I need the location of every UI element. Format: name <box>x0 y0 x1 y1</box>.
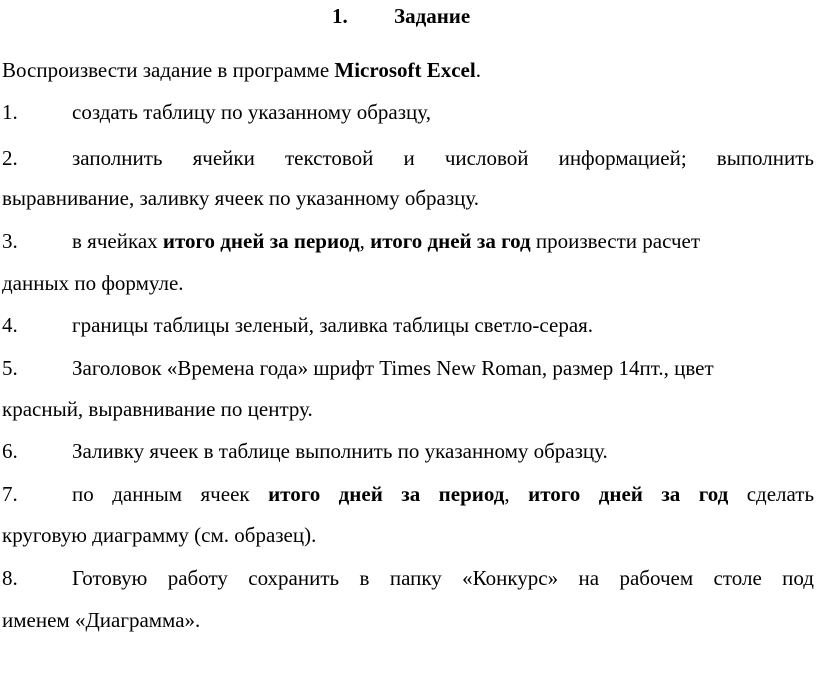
item-number: 8. <box>2 566 18 590</box>
item-text: в ячейках <box>72 229 163 253</box>
item-number: 5. <box>2 356 18 380</box>
heading-number: 1. <box>332 4 348 28</box>
list-item-2-continuation <box>2 184 814 212</box>
item-text: Заголовок «Времена года» шрифт Times New Roman, размер 14пт., цвет <box>72 356 714 380</box>
item-separator: , <box>359 229 371 253</box>
item-bold-term: итого дней за период <box>268 482 505 506</box>
item-text: создать таблицу по указанному образцу, <box>72 100 431 124</box>
item-number: 7. <box>2 482 18 506</box>
item-text: границы таблицы зеленый, заливка таблицы светло-серая. <box>72 313 594 337</box>
item-text: по данным ячеек <box>72 482 269 506</box>
section-heading <box>332 2 470 30</box>
list-item-3-continuation <box>2 269 814 297</box>
list-item-4 <box>2 311 814 339</box>
item-text: сделать <box>728 482 815 506</box>
item-text: круговую диаграмму (см. образец). <box>2 523 317 547</box>
item-number: 1. <box>2 100 18 124</box>
heading-title: Задание <box>394 4 471 28</box>
item-text: данных по формуле. <box>2 271 184 295</box>
item-number: 2. <box>2 146 18 170</box>
item-bold-term: итого дней за период <box>162 229 360 253</box>
list-item-5-continuation <box>2 395 814 423</box>
list-item-5 <box>2 354 814 382</box>
item-number: 3. <box>2 229 18 253</box>
list-item-3 <box>2 227 814 255</box>
item-bold-term: итого дней за год <box>370 229 531 253</box>
item-bold-term: итого дней за год <box>528 482 729 506</box>
item-text: произвести расчет <box>530 229 701 253</box>
intro-period: . <box>475 58 481 82</box>
intro-program-name: Microsoft Excel <box>334 58 476 82</box>
item-text: красный, выравнивание по центру. <box>2 397 313 421</box>
item-text: заполнить ячейки текстовой и числовой информацией; выполнить <box>72 146 814 170</box>
list-item-8-continuation <box>2 606 814 634</box>
list-item-7-continuation <box>2 521 814 549</box>
item-number: 4. <box>2 313 18 337</box>
item-text: Заливку ячеек в таблице выполнить по указанному образцу. <box>72 439 608 463</box>
item-separator: , <box>504 482 529 506</box>
list-item-2 <box>2 144 814 172</box>
item-text: именем «Диаграмма». <box>2 608 201 632</box>
item-text: Готовую работу сохранить в папку «Конкурс» на рабочем столе под <box>72 566 814 590</box>
list-item-1 <box>2 98 814 126</box>
list-item-6 <box>2 437 814 465</box>
intro-paragraph <box>2 56 814 84</box>
intro-text: Воспроизвести задание в программе <box>2 58 335 82</box>
list-item-8 <box>2 564 814 592</box>
list-item-7 <box>2 480 814 508</box>
item-text: выравнивание, заливку ячеек по указанному образцу. <box>2 186 480 210</box>
item-number: 6. <box>2 439 18 463</box>
